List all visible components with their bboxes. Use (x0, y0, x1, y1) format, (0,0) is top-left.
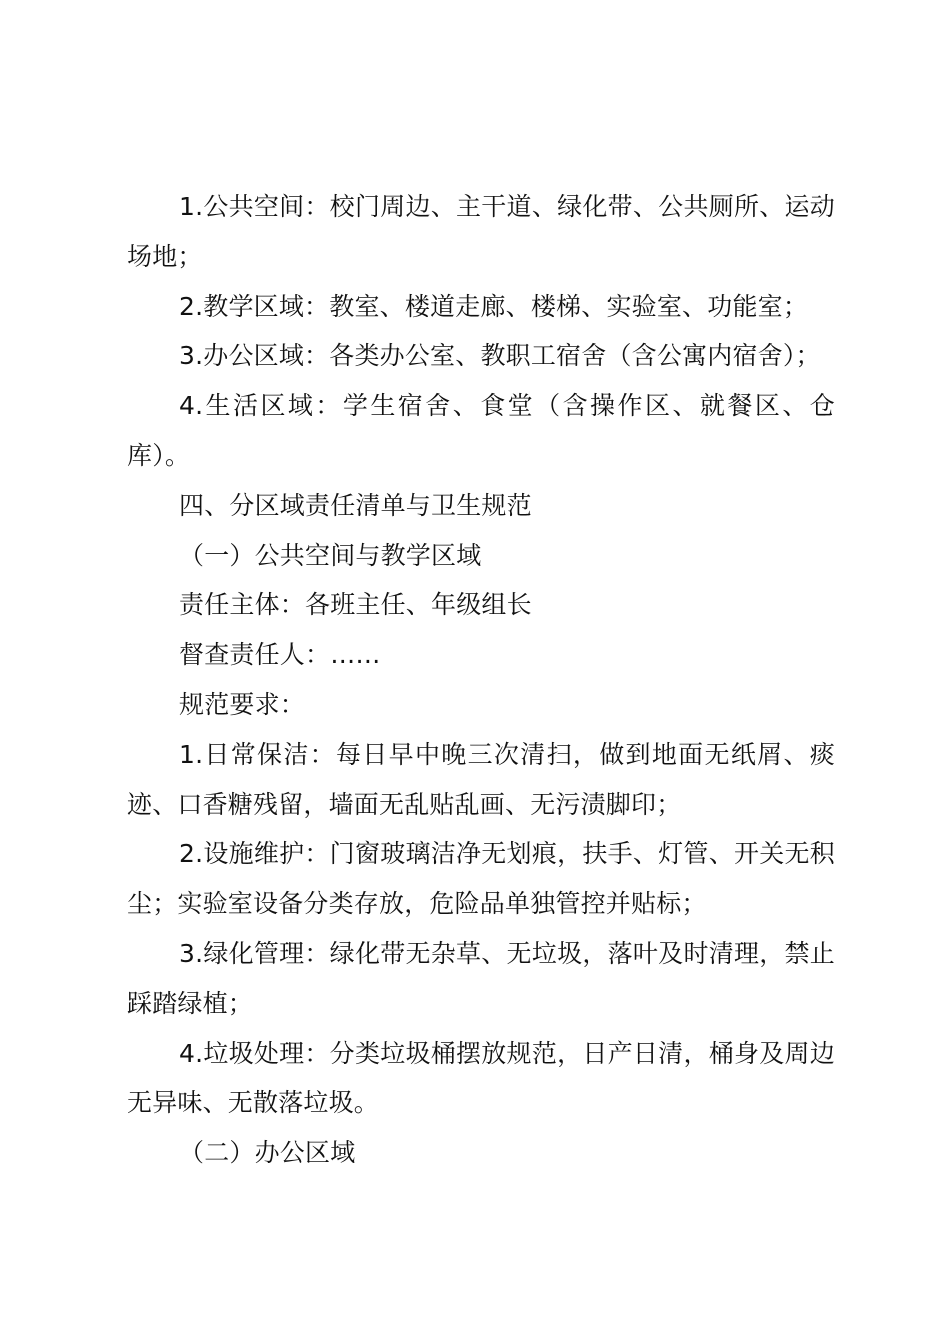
requirement-facility-maintenance: 2.设施维护：门窗玻璃洁净无划痕，扶手、灯管、开关无积尘；实验室设备分类存放，危险品单独管控并贴标； (127, 839, 835, 919)
list-item-living-area: 4.生活区域：学生宿舍、食堂（含操作区、就餐区、仓库）。 (127, 391, 835, 470)
requirement-greening: 3.绿化管理：绿化带无杂草、无垃圾，落叶及时清理，禁止踩踏绿植； (127, 938, 835, 1018)
requirement-daily-cleaning: 1.日常保洁：每日早中晚三次清扫，做到地面无纸屑、痰迹、口香糖残留，墙面无乱贴乱画、无污渍脚印； (127, 739, 835, 819)
list-item-teaching-area: 2.教学区域：教室、楼道走廊、楼梯、实验室、功能室； (179, 291, 809, 321)
requirements-label: 规范要求： (179, 689, 306, 719)
document-body (127, 182, 835, 1178)
requirement-garbage: 4.垃圾处理：分类垃圾桶摆放规范，日产日清，桶身及周边无异味、无散落垃圾。 (127, 1038, 835, 1118)
subsection-heading-1: （一）公共空间与教学区域 (179, 540, 482, 570)
list-item-office-area: 3.办公区域：各类办公室、教职工宿舍（含公寓内宿舍）； (179, 341, 821, 371)
supervisor: 督查责任人：…… (179, 640, 381, 670)
subsection-heading-2: （二）办公区域 (179, 1138, 356, 1168)
section-heading-4: 四、分区域责任清单与卫生规范 (179, 490, 532, 520)
list-item-public-space: 1.公共空间：校门周边、主干道、绿化带、公共厕所、运动场地； (127, 192, 835, 271)
responsible-party: 责任主体：各班主任、年级组长 (179, 590, 532, 620)
